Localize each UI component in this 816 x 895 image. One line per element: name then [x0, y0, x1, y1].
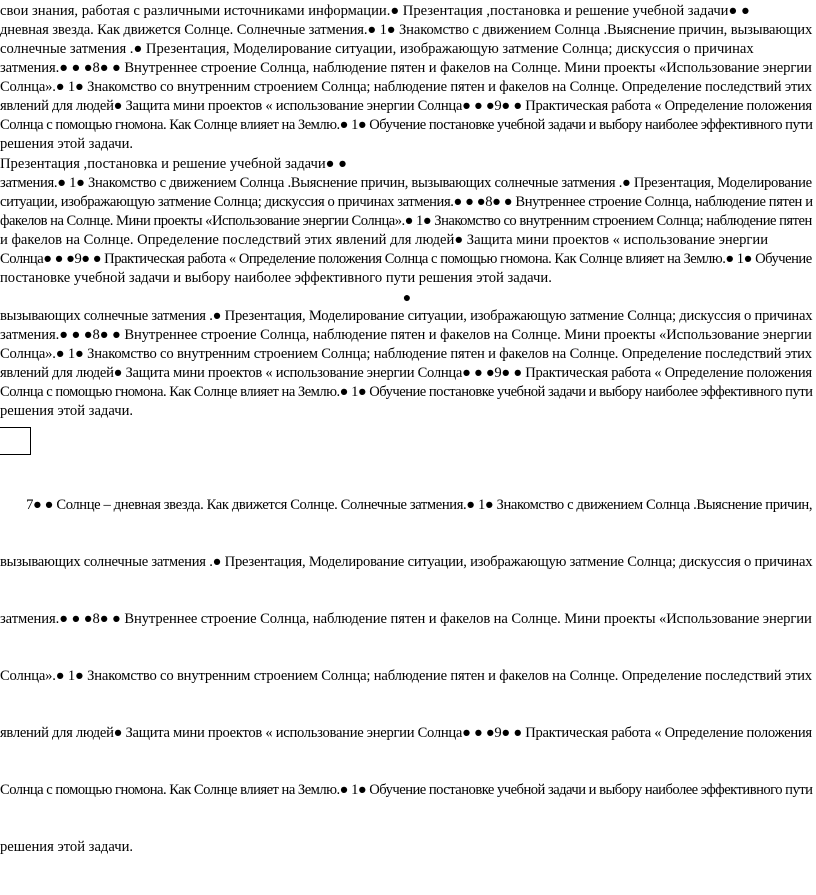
text-line: затмения.● 1● Знакомство с движением Солнца .Выяснение причин, вызывающих солнечные затмения .● Презентация, Моделирование [0, 175, 812, 191]
text-line: Солнца с помощью гномона. Как Солнце влияет на Землю.● 1● Обучение постановке учебной задачи и выбору наиболее эффективного пути [0, 782, 813, 798]
text-line: факелов на Солнце. Мини проекты «Использование энергии Солнца».● 1● Знакомство со внутренним строением Солнца; наблюдение пятен [0, 213, 812, 229]
paragraph-2 [0, 155, 812, 288]
text-line: свои знания, работая с различными источниками информации.● Презентация ,постановка и решение учебной задачи● ● [0, 3, 750, 19]
text-line: явлений для людей● Защита мини проектов « использование энергии Солнца● ● ●9● ● Практическая работа « Определение положения [0, 365, 812, 381]
text-line: Солнца● ● ●9● ● Практическая работа « Определение положения Солнца с помощью гномона. Как Солнце влияет на Землю.● 1● Обучение [0, 251, 812, 267]
paragraph-3 [0, 307, 812, 421]
text-line: Солнца с помощью гномона. Как Солнце влияет на Землю.● 1● Обучение постановке учебной задачи и выбору наиболее эффективного пути [0, 117, 813, 133]
text-line: решения этой задачи. [0, 403, 134, 419]
text-line: солнечные затмения .● Презентация, Моделирование ситуации, изображающую затмение Солнца; дискуссия о причинах [0, 41, 754, 57]
text-line: ситуации, изображающую затмение Солнца; дискуссия о причинах затмения.● ● ●8● ● Внутреннее строение Солнца, наблюдение пятен и [0, 194, 813, 210]
text-line: явлений для людей● Защита мини проектов « использование энергии Солнца● ● ●9● ● Практическая работа « Определение положения [0, 725, 812, 741]
text-line: вызывающих солнечные затмения .● Презентация, Моделирование ситуации, изображающую затмение Солнца; дискуссия о причинах [0, 308, 813, 324]
text-line: дневная звезда. Как движется Солнце. Солнечные затмения.● 1● Знакомство с движением Солнца .Выяснение причин, вызывающих [0, 22, 813, 38]
text-line: решения этой задачи. [0, 839, 134, 855]
text-line: и факелов на Солнце. Определение последствий этих явлений для людей● Защита мини проектов « использование энергии [0, 232, 769, 248]
text-line: постановке учебной задачи и выбору наиболее эффективного пути решения этой задачи. [0, 270, 552, 286]
text-line: затмения.● ● ●8● ● Внутреннее строение Солнца, наблюдение пятен и факелов на Солнце. Мини проекты «Использование энергии [0, 60, 812, 76]
text-line: Солнца».● 1● Знакомство со внутренним строением Солнца; наблюдение пятен и факелов на Солнце. Определение последствий этих [0, 346, 812, 362]
paragraph-1 [0, 2, 812, 154]
text-line: решения этой задачи. [0, 136, 134, 152]
text-line: Солнца».● 1● Знакомство со внутренним строением Солнца; наблюдение пятен и факелов на Солнце. Определение последствий этих [0, 79, 812, 95]
text-line: затмения.● ● ●8● ● Внутреннее строение Солнца, наблюдение пятен и факелов на Солнце. Мини проекты «Использование энергии [0, 327, 812, 343]
paragraph-4 [0, 458, 812, 895]
text-line: Солнца».● 1● Знакомство со внутренним строением Солнца; наблюдение пятен и факелов на Солнце. Определение последствий этих [0, 668, 812, 684]
text-line: Презентация ,постановка и решение учебной задачи● ● [0, 156, 347, 172]
text-line: вызывающих солнечные затмения .● Презентация, Моделирование ситуации, изображающую затмение Солнца; дискуссия о причинах [0, 554, 813, 570]
text-line: затмения.● ● ●8● ● Внутреннее строение Солнца, наблюдение пятен и факелов на Солнце. Мини проекты «Использование энергии [0, 611, 812, 627]
empty-table-cell [0, 427, 31, 455]
text-line: явлений для людей● Защита мини проектов « использование энергии Солнца● ● ●9● ● Практическая работа « Определение положения [0, 98, 812, 114]
text-line: 7● ● Солнце – дневная звезда. Как движется Солнце. Солнечные затмения.● 1● Знакомство с движением Солнца .Выяснение причин, [0, 497, 813, 513]
text-line: Солнца с помощью гномона. Как Солнце влияет на Землю.● 1● Обучение постановке учебной задачи и выбору наиболее эффективного пути [0, 384, 813, 400]
bullet-mark: ● [402, 291, 412, 306]
